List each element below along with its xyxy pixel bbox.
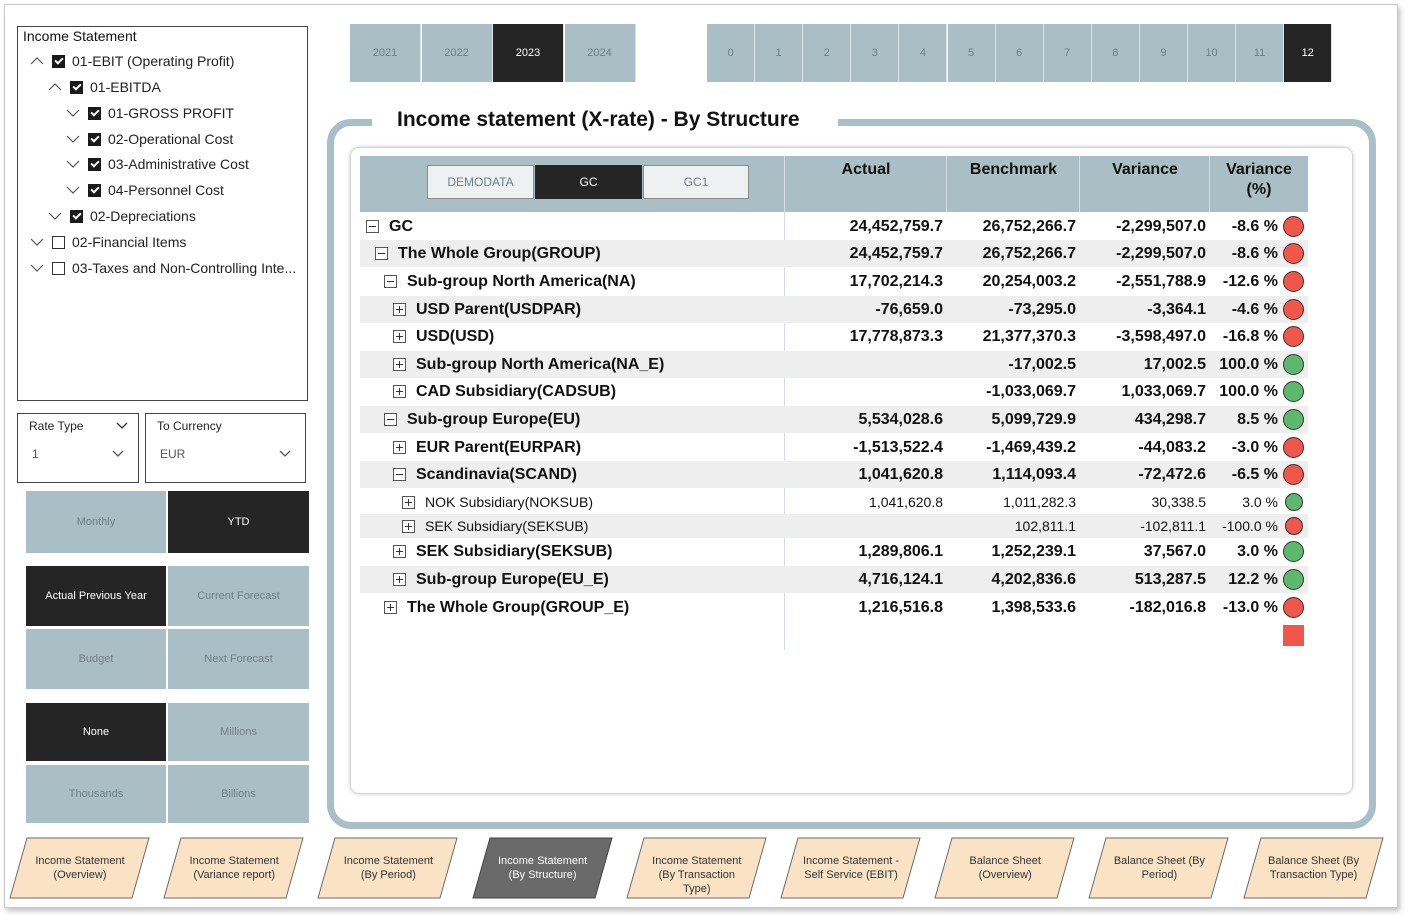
column-divider [1079, 156, 1080, 212]
period-button[interactable]: 0 [707, 24, 755, 82]
period-button[interactable]: 2 [803, 24, 851, 82]
row-label-text: Sub-group Europe(EU) [407, 410, 581, 428]
nav-tab[interactable] [163, 837, 305, 899]
collapse-icon[interactable] [384, 413, 397, 426]
cell-pct: 100.0 % [1219, 382, 1278, 400]
nav-tab[interactable] [472, 837, 614, 899]
row-label-text: Sub-group North America(NA) [407, 272, 636, 290]
tree-node[interactable] [66, 102, 234, 124]
tree-checkbox[interactable] [88, 184, 101, 197]
table-row[interactable] [360, 378, 1308, 405]
current-forecast-button[interactable]: Current Forecast [168, 566, 309, 626]
to-currency-value[interactable]: EUR [160, 447, 186, 461]
monthly-button[interactable]: Monthly [26, 491, 166, 553]
tree-checkbox[interactable] [52, 236, 65, 249]
scale-none-button[interactable]: None [26, 703, 166, 761]
row-label-text: SEK Subsidiary(SEKSUB) [425, 518, 589, 534]
cell-variance: -182,016.8 [1129, 598, 1206, 616]
expand-icon[interactable] [384, 601, 397, 614]
tree-node-label: 01-EBIT (Operating Profit) [72, 53, 235, 69]
cell-actual: 1,289,806.1 [858, 542, 943, 560]
tree-node-label: 01-GROSS PROFIT [108, 105, 235, 121]
table-row[interactable] [360, 514, 1308, 538]
cell-variance: -2,299,507.0 [1116, 217, 1206, 235]
row-label-text: The Whole Group(GROUP) [398, 244, 601, 262]
chevron-down-icon[interactable] [66, 132, 80, 146]
table-row[interactable] [360, 594, 1308, 621]
chevron-down-icon[interactable] [30, 235, 44, 249]
cell-actual: 1,216,516.8 [858, 598, 943, 616]
cell-variance: 30,338.5 [1151, 494, 1206, 510]
cell-pct: 100.0 % [1219, 355, 1278, 373]
tree-node-label: 02-Operational Cost [108, 131, 234, 147]
expand-icon[interactable] [402, 520, 415, 533]
tree-checkbox[interactable] [88, 158, 101, 171]
nav-tab-label: Income Statement (Overview) [35, 855, 125, 881]
status-green-icon [1283, 569, 1304, 590]
header-actual[interactable]: Actual [841, 161, 891, 178]
cell-pct: 12.2 % [1228, 570, 1278, 588]
cell-variance: -2,299,507.0 [1116, 244, 1206, 262]
slicer-title: Income Statement [23, 28, 137, 44]
cell-benchmark: 1,398,533.6 [991, 598, 1076, 616]
cell-pct: -4.6 % [1231, 300, 1278, 318]
status-red-icon [1283, 625, 1304, 646]
cell-pct: -100.0 % [1221, 518, 1278, 534]
status-green-icon [1283, 354, 1304, 375]
cell-actual: 1,041,620.8 [858, 465, 943, 483]
nav-tab-label: Balance Sheet (By Transaction Type) [1268, 855, 1360, 881]
tree-node-label: 02-Depreciations [90, 208, 196, 224]
to-currency-label: To Currency [157, 419, 222, 433]
year-button[interactable]: 2022 [422, 24, 493, 82]
expand-icon[interactable] [402, 496, 415, 509]
chevron-up-icon[interactable] [30, 54, 44, 68]
nav-tab[interactable] [626, 837, 768, 899]
year-button[interactable]: 2021 [350, 24, 421, 82]
row-label-text: Scandinavia(SCAND) [416, 465, 577, 483]
status-red-icon [1283, 271, 1304, 292]
cell-benchmark: 26,752,266.7 [982, 217, 1076, 235]
tree-node[interactable] [30, 50, 234, 72]
status-green-icon [1283, 541, 1304, 562]
expand-icon[interactable] [393, 545, 406, 558]
cell-actual [787, 514, 943, 538]
cell-variance: -44,083.2 [1138, 438, 1206, 456]
to-currency-dropdown[interactable] [145, 413, 306, 483]
tree-node-label: 03-Taxes and Non-Controlling Inte... [72, 260, 297, 276]
tree-node[interactable] [30, 231, 186, 253]
cell-actual: 4,716,124.1 [858, 570, 943, 588]
status-green-icon [1283, 409, 1304, 430]
nav-tab-label: Balance Sheet (Overview) [969, 855, 1041, 881]
status-green-icon [1283, 381, 1304, 402]
collapse-icon[interactable] [375, 247, 388, 260]
table-row[interactable] [360, 323, 1308, 350]
cell-actual: 17,778,873.3 [849, 327, 943, 345]
cell-benchmark: 1,011,282.3 [1003, 494, 1076, 510]
row-label [393, 434, 581, 461]
cell-actual: 1,041,620.8 [869, 494, 943, 510]
period-button[interactable]: 12 [1284, 24, 1332, 82]
row-label-text: USD Parent(USDPAR) [416, 300, 582, 318]
row-label [366, 213, 413, 240]
year-button[interactable]: 2024 [565, 24, 636, 82]
status-red-icon [1285, 517, 1303, 535]
cell-benchmark: 5,099,729.9 [991, 410, 1076, 428]
panel-title: Income statement (X-rate) - By Structure [397, 108, 800, 131]
cell-benchmark: 21,377,370.3 [982, 327, 1076, 345]
tree-node-label: 01-EBITDA [90, 79, 161, 95]
period-button[interactable]: 6 [996, 24, 1044, 82]
status-red-icon [1283, 243, 1304, 264]
actual-previous-year-button[interactable]: Actual Previous Year [26, 566, 166, 626]
cell-variance: 17,002.5 [1143, 355, 1206, 373]
chevron-down-icon[interactable] [66, 157, 80, 171]
row-label-text: SEK Subsidiary(SEKSUB) [416, 542, 613, 560]
header-variance[interactable]: Variance [1112, 161, 1178, 178]
chevron-down-icon[interactable] [279, 450, 291, 458]
cell-pct: -12.6 % [1222, 272, 1278, 290]
cell-variance: -72,472.6 [1138, 465, 1206, 483]
rate-type-value[interactable]: 1 [32, 447, 39, 461]
cell-actual: 5,534,028.6 [858, 410, 943, 428]
cell-pct: -8.6 % [1231, 217, 1278, 235]
chevron-down-icon[interactable] [48, 209, 62, 223]
cell-benchmark: 1,252,239.1 [991, 542, 1076, 560]
ytd-button[interactable]: YTD [168, 491, 309, 553]
cell-actual [787, 351, 943, 378]
row-label [393, 323, 494, 350]
filter-gc-button[interactable]: GC [535, 165, 642, 199]
status-red-icon [1283, 597, 1304, 618]
row-label-text: EUR Parent(EURPAR) [416, 438, 582, 456]
row-label [393, 378, 616, 405]
cell-variance: -2,551,788.9 [1116, 272, 1206, 290]
nav-tab-label: Income Statement (Variance report) [189, 855, 279, 881]
cell-benchmark: 102,811.1 [1014, 518, 1076, 534]
cell-actual: 24,452,759.7 [849, 244, 943, 262]
row-label-text: Sub-group Europe(EU_E) [416, 570, 609, 588]
cell-benchmark: 4,202,836.6 [991, 570, 1076, 588]
tree-node[interactable] [66, 153, 249, 175]
filter-demodata-button[interactable]: DEMODATA [427, 165, 534, 199]
row-label-text: CAD Subsidiary(CADSUB) [416, 382, 617, 400]
row-label [393, 566, 609, 593]
period-button[interactable]: 7 [1044, 24, 1092, 82]
nav-tab-label: Income Statement - Self Service (EBIT) [803, 855, 899, 881]
cell-variance: 37,567.0 [1143, 542, 1206, 560]
row-label [393, 351, 664, 378]
nav-tab-label: Income Statement (By Transaction Type) [652, 855, 742, 895]
cell-benchmark: -17,002.5 [1008, 355, 1076, 373]
expand-icon[interactable] [393, 573, 406, 586]
cell-benchmark: -1,469,439.2 [986, 438, 1076, 456]
tree-node[interactable] [66, 179, 224, 201]
cell-pct: 3.0 % [1242, 494, 1278, 510]
cell-variance: 434,298.7 [1134, 410, 1206, 428]
column-divider [946, 156, 947, 212]
expand-icon[interactable] [393, 441, 406, 454]
row-label [393, 461, 577, 488]
header-benchmark[interactable]: Benchmark [969, 161, 1058, 178]
row-label [402, 514, 588, 538]
nav-tab-label: Income Statement (By Period) [343, 855, 434, 881]
year-button[interactable]: 2023 [493, 24, 564, 82]
table-row[interactable] [360, 351, 1308, 378]
tree-node[interactable] [48, 205, 196, 227]
cell-actual [787, 378, 943, 405]
cell-actual: -1,513,522.4 [853, 438, 943, 456]
period-button[interactable]: 11 [1236, 24, 1284, 82]
scale-billions-button[interactable]: Billions [168, 765, 309, 823]
collapse-icon[interactable] [384, 275, 397, 288]
filter-gc1-button[interactable]: GC1 [643, 165, 749, 199]
chevron-down-icon[interactable] [112, 450, 124, 458]
collapse-icon[interactable] [393, 468, 406, 481]
row-label [393, 538, 612, 565]
header-variance-pct-line2: (%) [1246, 181, 1272, 198]
scale-thousands-button[interactable]: Thousands [26, 765, 166, 823]
period-button[interactable]: 5 [948, 24, 996, 82]
row-label [402, 490, 593, 514]
table-row[interactable] [360, 268, 1308, 295]
chevron-up-icon[interactable] [48, 80, 62, 94]
status-red-icon [1283, 437, 1304, 458]
rate-type-dropdown[interactable] [17, 413, 139, 483]
header-variance-pct[interactable] [1210, 160, 1308, 200]
next-forecast-button[interactable]: Next Forecast [168, 629, 309, 689]
row-label [384, 268, 636, 295]
status-red-icon [1283, 299, 1304, 320]
row-label-text: NOK Subsidiary(NOKSUB) [425, 494, 594, 510]
cell-variance: 513,287.5 [1134, 570, 1206, 588]
tree-checkbox[interactable] [70, 210, 83, 223]
cell-pct: -3.0 % [1231, 438, 1278, 456]
header-variance-pct-line1: Variance [1226, 161, 1292, 178]
period-button[interactable]: 1 [755, 24, 803, 82]
cell-variance: -102,811.1 [1140, 518, 1206, 534]
row-label [393, 296, 581, 323]
tree-checkbox[interactable] [88, 107, 101, 120]
table-row[interactable] [360, 240, 1308, 267]
expand-icon[interactable] [393, 385, 406, 398]
cell-pct: -6.5 % [1231, 465, 1278, 483]
table-row[interactable] [360, 490, 1308, 514]
nav-tab[interactable] [780, 837, 922, 899]
cell-benchmark: -1,033,069.7 [986, 382, 1076, 400]
table-row[interactable] [360, 538, 1308, 565]
tree-node-label: 02-Financial Items [72, 234, 187, 250]
collapse-icon[interactable] [366, 220, 379, 233]
cell-actual: 24,452,759.7 [849, 217, 943, 235]
table-row[interactable] [360, 213, 1308, 240]
tree-node[interactable] [48, 76, 161, 98]
row-label [375, 240, 601, 267]
tree-checkbox[interactable] [88, 133, 101, 146]
nav-tab[interactable] [934, 837, 1076, 899]
period-button[interactable]: 4 [899, 24, 947, 82]
tree-node-label: 04-Personnel Cost [108, 182, 224, 198]
period-button[interactable]: 8 [1092, 24, 1140, 82]
status-green-icon [1285, 493, 1303, 511]
nav-tab[interactable] [9, 837, 151, 899]
nav-tab-label: Income Statement (By Structure) [497, 855, 588, 881]
cell-pct: -8.6 % [1231, 244, 1278, 262]
cell-variance: 1,033,069.7 [1121, 382, 1206, 400]
budget-button[interactable]: Budget [26, 629, 166, 689]
nav-tab[interactable] [1243, 837, 1385, 899]
row-label-text: GC [389, 217, 413, 235]
cell-pct: -13.0 % [1222, 598, 1278, 616]
cell-pct: 3.0 % [1237, 542, 1278, 560]
row-label [384, 406, 580, 433]
row-label-text: The Whole Group(GROUP_E) [407, 598, 630, 616]
tree-checkbox[interactable] [52, 55, 65, 68]
table-row[interactable] [360, 566, 1308, 593]
nav-tab-label: Balance Sheet (By Period) [1113, 855, 1205, 881]
cell-variance: -3,598,497.0 [1116, 327, 1206, 345]
chevron-down-icon[interactable] [66, 183, 80, 197]
column-divider [1209, 156, 1210, 212]
income-statement-slicer [17, 26, 308, 401]
chevron-down-icon[interactable] [66, 106, 80, 120]
period-button[interactable]: 3 [851, 24, 899, 82]
tree-node[interactable] [30, 257, 296, 279]
cell-variance: -3,364.1 [1147, 300, 1206, 318]
nav-tab[interactable] [1088, 837, 1230, 899]
tree-checkbox[interactable] [52, 262, 65, 275]
expand-icon[interactable] [393, 330, 406, 343]
row-label [384, 594, 629, 621]
cell-benchmark: 20,254,003.2 [982, 272, 1076, 290]
table-row[interactable] [360, 434, 1308, 461]
cell-actual: -76,659.0 [875, 300, 943, 318]
rate-type-label: Rate Type [29, 419, 84, 433]
expand-icon[interactable] [393, 358, 406, 371]
tree-checkbox[interactable] [70, 81, 83, 94]
table-row[interactable] [360, 296, 1308, 323]
table-row[interactable] [360, 461, 1308, 488]
table-row[interactable] [360, 406, 1308, 433]
nav-tab[interactable] [317, 837, 459, 899]
period-button[interactable]: 9 [1140, 24, 1188, 82]
row-label-text: Sub-group North America(NA_E) [416, 355, 665, 373]
chevron-down-icon[interactable] [116, 422, 128, 430]
cell-benchmark: -73,295.0 [1008, 300, 1076, 318]
scale-millions-button[interactable]: Millions [168, 703, 309, 761]
status-red-icon [1283, 326, 1304, 347]
cell-benchmark: 26,752,266.7 [982, 244, 1076, 262]
row-label-text: USD(USD) [416, 327, 495, 345]
cell-pct: -16.8 % [1222, 327, 1278, 345]
chevron-down-icon[interactable] [30, 261, 44, 275]
period-button[interactable]: 10 [1188, 24, 1236, 82]
cell-benchmark: 1,114,093.4 [992, 465, 1076, 483]
status-red-icon [1283, 464, 1304, 485]
tree-node[interactable] [66, 128, 233, 150]
expand-icon[interactable] [393, 303, 406, 316]
status-red-icon [1283, 216, 1304, 237]
cell-pct: 8.5 % [1237, 410, 1278, 428]
tree-node-label: 03-Administrative Cost [108, 156, 249, 172]
cell-actual: 17,702,214.3 [849, 272, 943, 290]
